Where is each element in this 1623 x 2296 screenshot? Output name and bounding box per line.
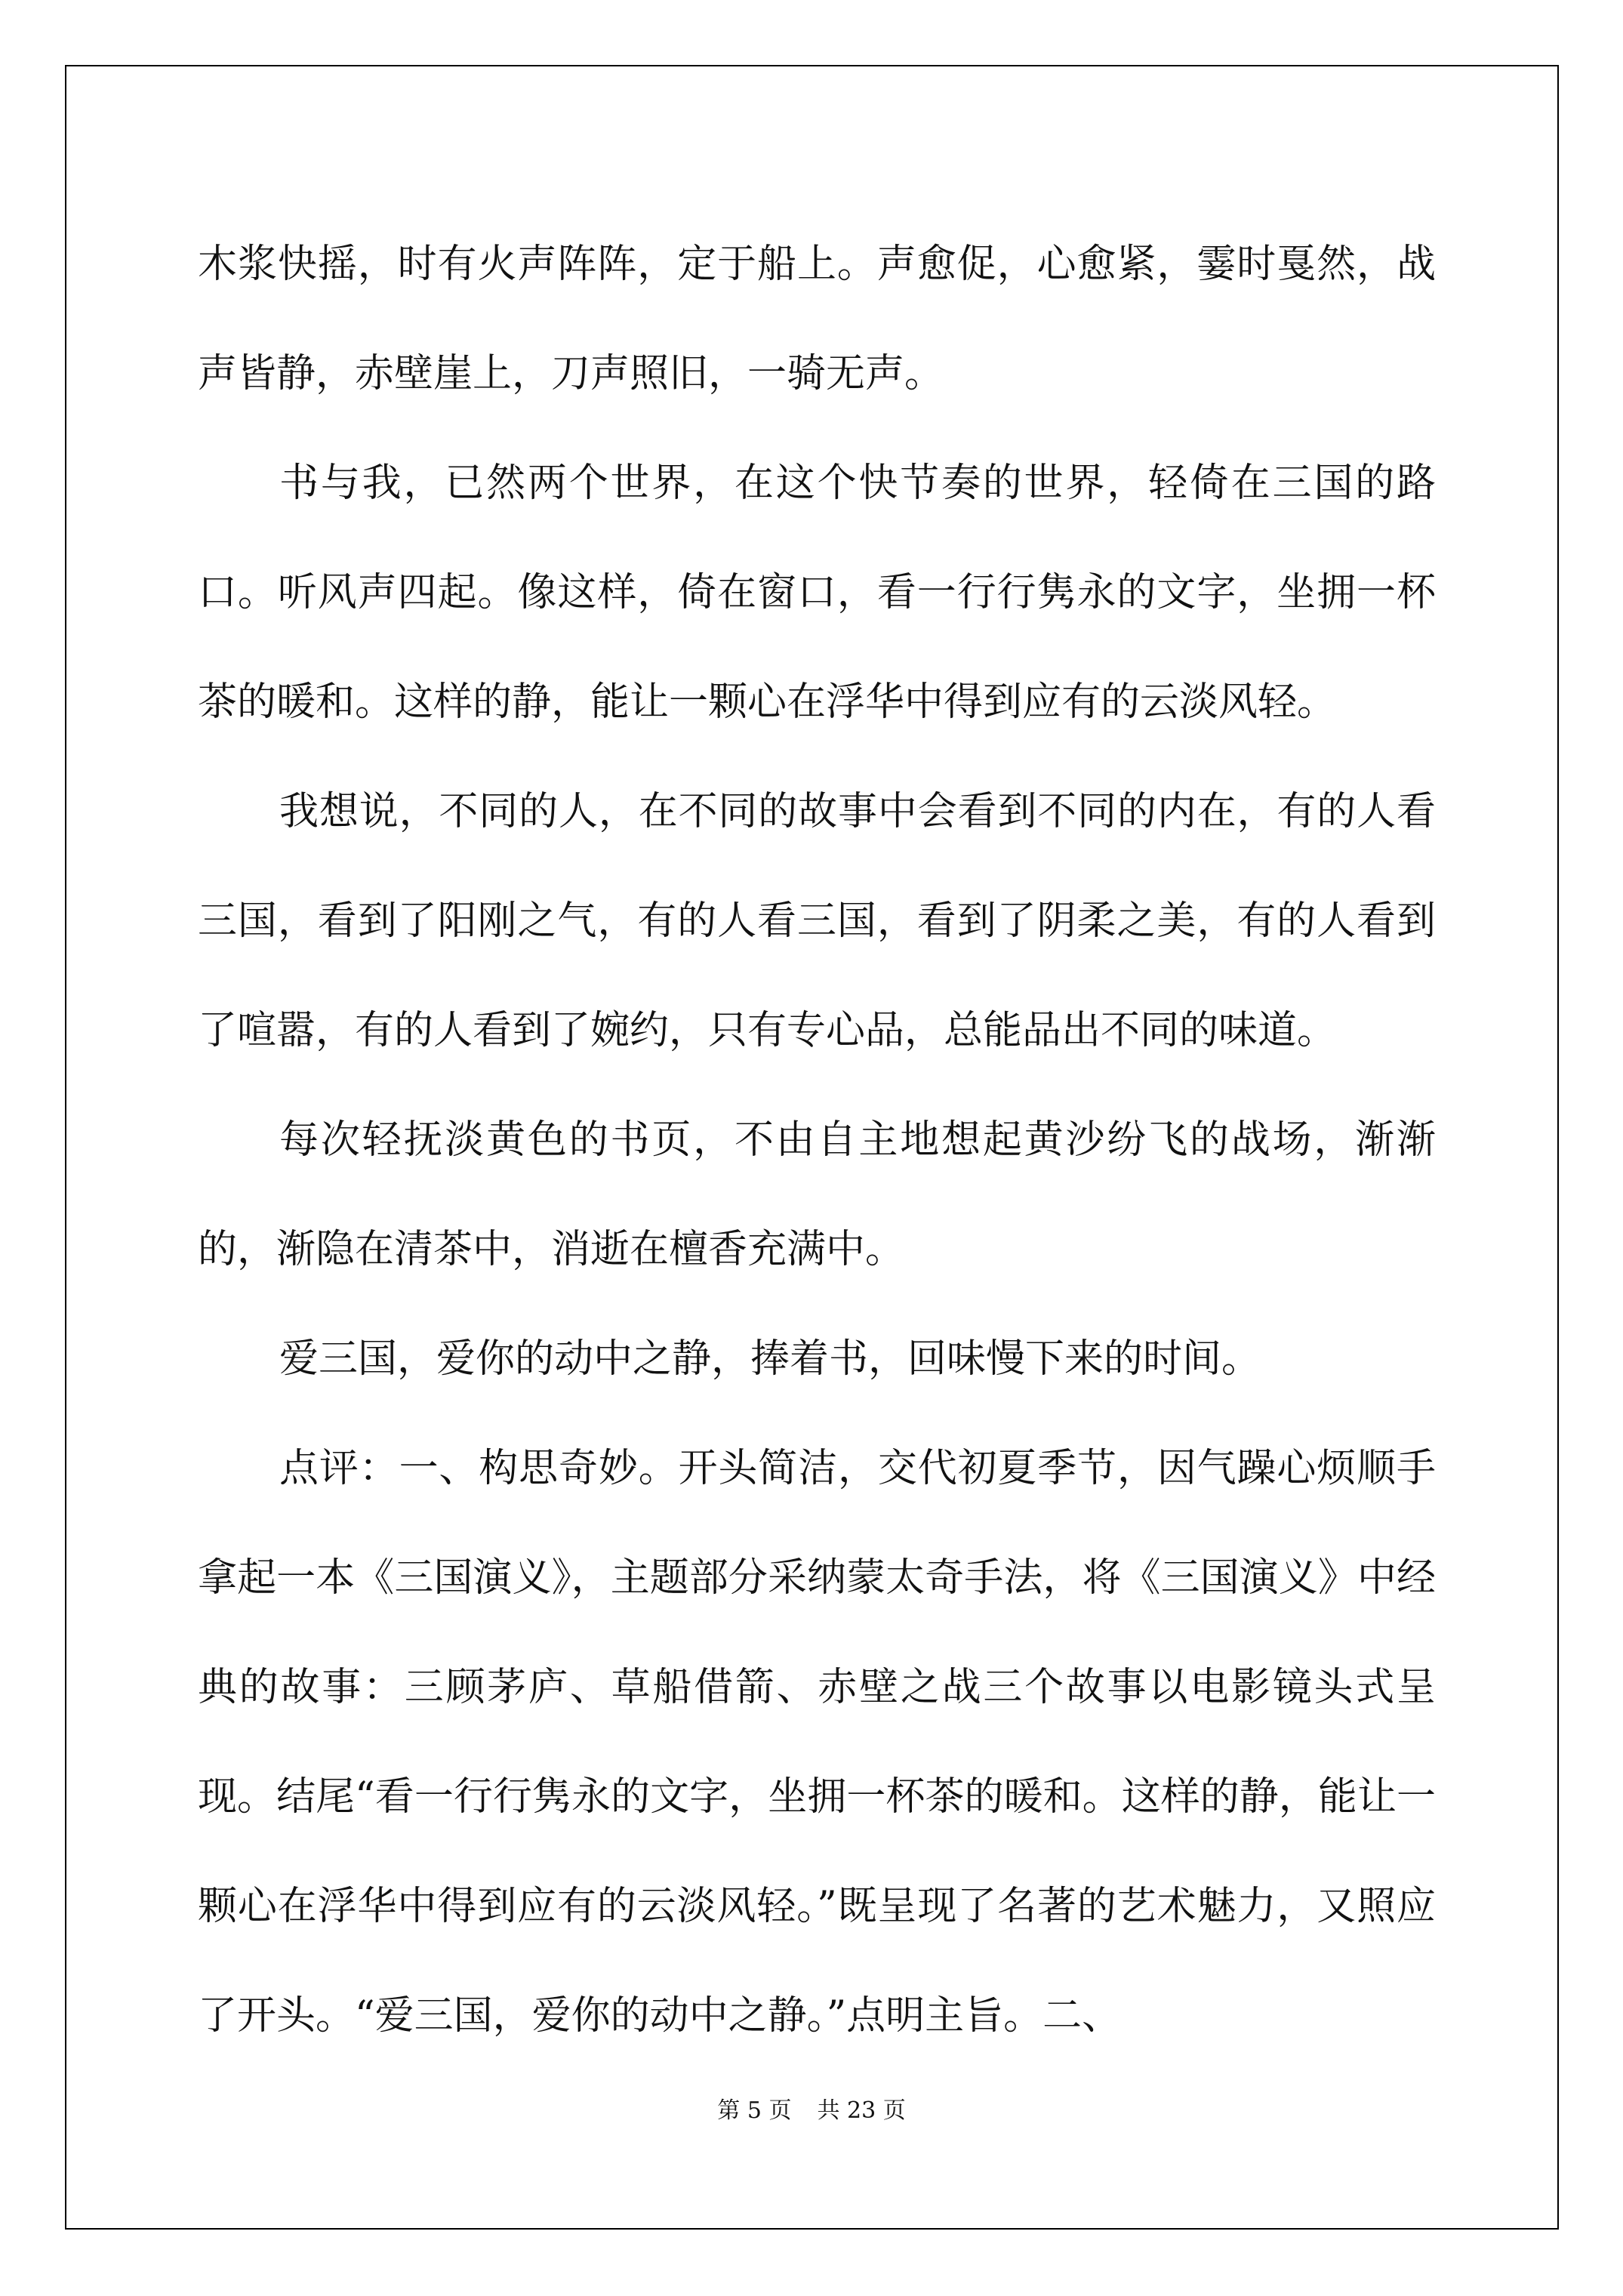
paragraph-2: 书与我，已然两个世界，在这个快节奏的世界，轻倚在三国的路口。听风声四起。像这样，倚在窗口，看一行行隽永的文字，坐拥一杯茶的暖和。这样的静，能让一颗心在浮华中得到应有的云淡风轻。 (198, 461, 1436, 725)
page-footer (0, 2096, 1623, 2126)
paragraph-1: 木浆快摇，时有火声阵阵，定于船上。声愈促，心愈紧，霎时戛然，战声皆静，赤壁崖上，刀声照旧，一骑无声。 (198, 242, 1436, 396)
paragraph-6: 点评：一、构思奇妙。开头简洁，交代初夏季节，因气躁心烦顺手拿起一本《三国演义》，主题部分采纳蒙太奇手法，将《三国演义》中经典的故事：三顾茅庐、草船借箭、赤壁之战三个故事以电影镜头式呈现。结尾“看一行行隽永的文字，坐拥一杯茶的暖和。这样的静，能让一颗心在浮华中得到应有的云淡风轻。”既呈现了名著的艺术魅力，又照应了开头。“爱三国，爱你的动中之静。”点明主旨。二、 (198, 1446, 1436, 2039)
document-body (198, 210, 1436, 2071)
paragraph-4: 每次轻抚淡黄色的书页，不由自主地想起黄沙纷飞的战场，渐渐的，渐隐在清茶中，消逝在檀香充满中。 (198, 1117, 1436, 1272)
page-total: 共 23 页 (817, 2097, 906, 2124)
paragraph-3: 我想说，不同的人，在不同的故事中会看到不同的内在，有的人看三国，看到了阳刚之气，有的人看三国，看到了阴柔之美，有的人看到了喧嚣，有的人看到了婉约，只有专心品，总能品出不同的味道。 (198, 789, 1436, 1053)
paragraph-5: 爱三国，爱你的动中之静，捧着书，回味慢下来的时间。 (279, 1336, 1261, 1382)
page-number: 第 5 页 (717, 2097, 792, 2124)
